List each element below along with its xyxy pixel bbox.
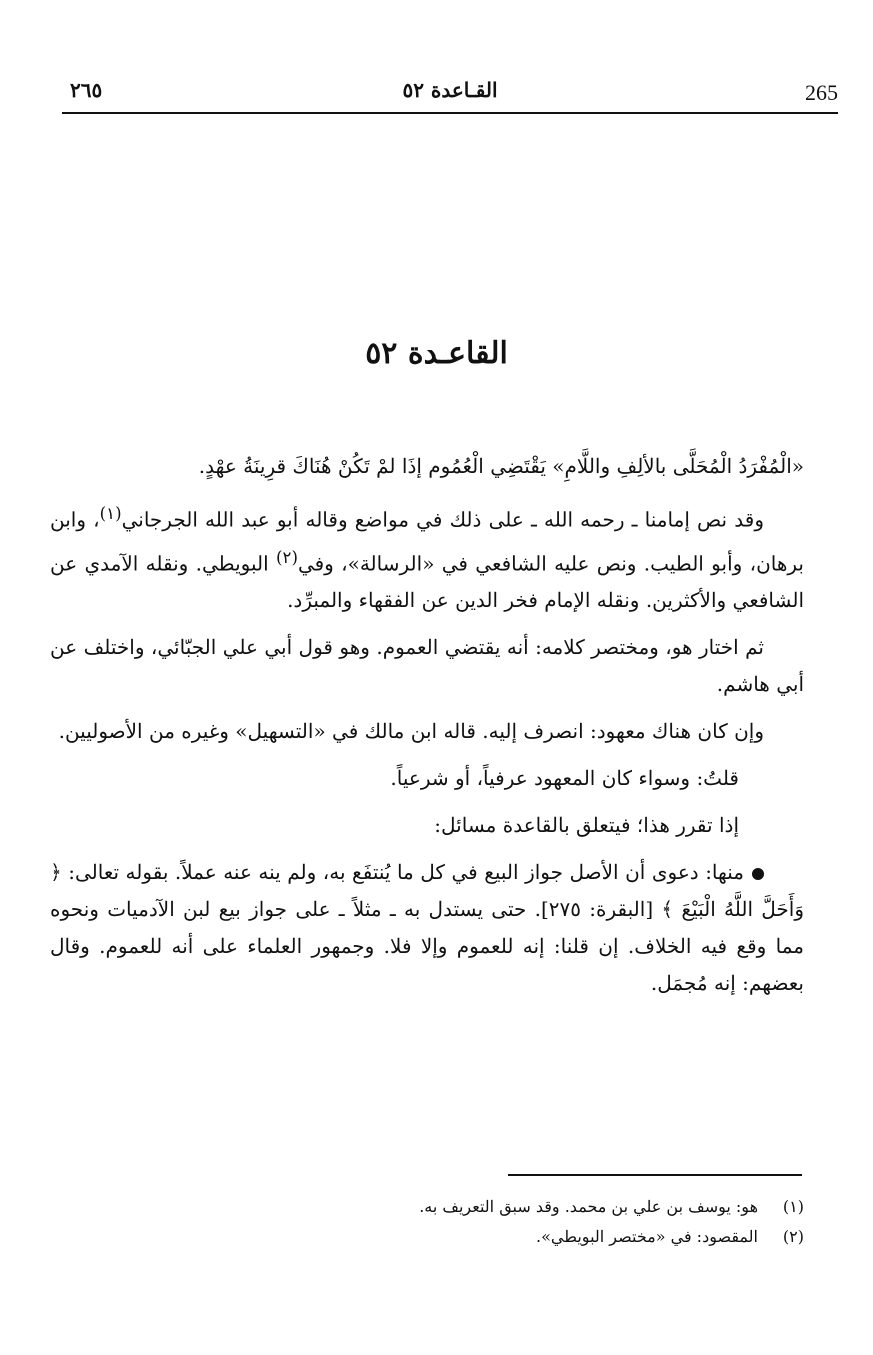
footnote-number: (٢)	[782, 1227, 804, 1246]
text-run: البويطي. ونقله الآمدي عن الشافعي والأكثرين. ونقله الإمام فخر الدين عن الفقهاء والمبرِّد.	[50, 551, 804, 613]
footnote-separator	[508, 1174, 802, 1176]
paragraph: إذا تقرر هذا؛ فيتعلق بالقاعدة مسائل:	[434, 813, 739, 838]
text-run: ، وابن برهان، وأبو الطيب. ونص عليه الشافعي في «الرسالة»، وفي	[50, 507, 804, 576]
footnote-text: هو: يوسف بن علي بن محمد. وقد سبق التعريف به.	[419, 1197, 758, 1216]
footnote	[300, 1192, 804, 1222]
header-title: القـاعدة ٥٢	[402, 78, 498, 102]
rule-title: القاعـدة ٥٢	[365, 336, 508, 371]
footnote-ref-1: (١)	[99, 504, 122, 523]
paragraph	[50, 495, 804, 619]
footnotes	[300, 1192, 804, 1252]
paragraph: ثم اختار هو، ومختصر كلامه: أنه يقتضي العموم. وهو قول أبي علي الجبّائي، واختلف عن أبي هاشم.	[50, 635, 804, 697]
rule-statement: «الْمُفْرَدُ الْمُحَلَّى بالألِفِ واللَّامِ» يَقْتَضِي الْعُمُوم إذَا لمْ تَكُنْ هُنَاكَ قرِينَةُ عهْدٍ.	[198, 454, 804, 478]
page-number-arabic: ٢٦٥	[70, 78, 103, 102]
bullet-icon	[752, 868, 764, 880]
paragraph	[50, 854, 804, 1002]
footnote-number: (١)	[782, 1197, 804, 1216]
text-run: منها: دعوى أن الأصل جواز البيع في كل ما يُنتفَع به، ولم ينه عنه عملاً. بقوله تعالى: ﴿ وَأَحَلَّ اللَّهُ الْبَيْعَ ﴾ [البقرة: ٢٧٥]. حتى يستدل به ـ مثلاً ـ على جواز بيع لبن الآدميات ونحوه مما وقع فيه الخلاف. إن قلنا: إنه للعموم وإلا فلا. وجمهور العلماء على أنه للعموم. وقال بعضهم: إنه مُجمَل.	[50, 860, 804, 996]
main-text	[50, 448, 804, 1012]
paragraph: قلتُ: وسواء كان المعهود عرفياً، أو شرعياً.	[390, 766, 739, 791]
footnote-text: المقصود: في «مختصر البويطي».	[536, 1227, 758, 1246]
text-run: وقد نص إمامنا ـ رحمه الله ـ على ذلك في مواضع وقاله أبو عبد الله الجرجاني	[121, 507, 764, 532]
paragraph: وإن كان هناك معهود: انصرف إليه. قاله ابن مالك في «التسهيل» وغيره من الأصوليين.	[58, 719, 764, 744]
footnote	[300, 1222, 804, 1252]
page-number-latin: 265	[805, 80, 838, 105]
footnote-ref-2: (٢)	[275, 547, 298, 567]
running-header	[62, 78, 838, 114]
